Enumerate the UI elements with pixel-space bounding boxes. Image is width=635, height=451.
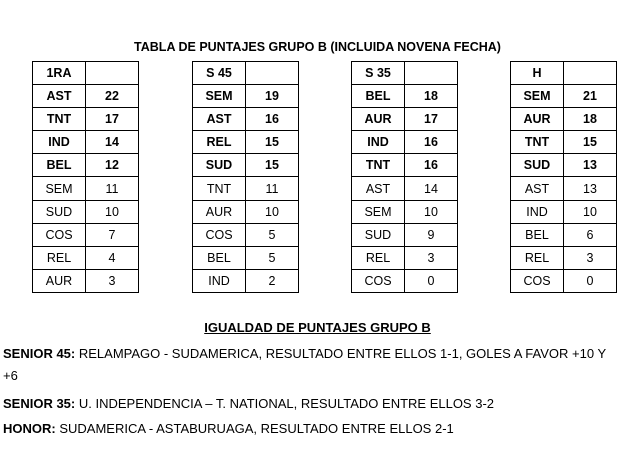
team-cell: SUD (511, 154, 564, 177)
points-cell: 4 (86, 246, 139, 269)
team-cell: COS (33, 223, 86, 246)
team-cell: TNT (352, 154, 405, 177)
team-cell: REL (352, 246, 405, 269)
team-cell: SEM (352, 200, 405, 223)
table-header: S 45 (193, 62, 246, 85)
points-cell: 3 (86, 269, 139, 292)
team-cell: AST (352, 177, 405, 200)
team-cell: IND (352, 131, 405, 154)
tie-note-label: SENIOR 45: (3, 346, 76, 361)
tie-note-text: SUDAMERICA - ASTABURUAGA, RESULTADO ENTRE ELLOS 2-1 (55, 421, 454, 436)
team-cell: SUD (193, 154, 246, 177)
team-cell: TNT (193, 177, 246, 200)
points-cell: 14 (405, 177, 458, 200)
ties-title: IGUALDAD DE PUNTAJES GRUPO B (204, 320, 431, 335)
points-cell: 3 (405, 246, 458, 269)
points-cell: 6 (564, 223, 617, 246)
points-cell: 10 (405, 200, 458, 223)
team-cell: COS (352, 269, 405, 292)
team-cell: SUD (352, 223, 405, 246)
team-cell: AUR (352, 108, 405, 131)
team-cell: IND (193, 269, 246, 292)
points-cell: 12 (86, 154, 139, 177)
points-cell: 10 (86, 200, 139, 223)
points-cell: 16 (405, 154, 458, 177)
points-cell: 16 (246, 108, 299, 131)
points-cell: 15 (564, 131, 617, 154)
team-cell: TNT (511, 131, 564, 154)
team-cell: AUR (193, 200, 246, 223)
tie-note-label: SENIOR 35: (3, 396, 76, 411)
team-cell: SEM (511, 85, 564, 108)
points-cell: 0 (405, 269, 458, 292)
points-cell: 22 (86, 85, 139, 108)
team-cell: SUD (33, 200, 86, 223)
points-cell: 19 (246, 85, 299, 108)
points-cell: 14 (86, 131, 139, 154)
points-cell: 5 (246, 246, 299, 269)
tie-note-text: RELAMPAGO - SUDAMERICA, RESULTADO ENTRE ELLOS 1-1, GOLES A FAVOR +10 Y +6 (3, 346, 606, 383)
team-cell: REL (193, 131, 246, 154)
team-cell: SEM (33, 177, 86, 200)
points-cell: 2 (246, 269, 299, 292)
points-cell: 11 (86, 177, 139, 200)
standings-table-s35 (351, 61, 458, 293)
team-cell: TNT (33, 108, 86, 131)
points-cell: 5 (246, 223, 299, 246)
team-cell: BEL (352, 85, 405, 108)
points-cell: 21 (564, 85, 617, 108)
table-header: H (511, 62, 564, 85)
points-cell: 16 (405, 131, 458, 154)
tie-note-senior35 (3, 393, 623, 415)
points-cell: 13 (564, 177, 617, 200)
team-cell: BEL (511, 223, 564, 246)
table-header: 1RA (33, 62, 86, 85)
tie-note-senior45 (3, 343, 623, 387)
standings-table-1ra (32, 61, 139, 293)
points-cell: 7 (86, 223, 139, 246)
points-cell: 11 (246, 177, 299, 200)
table-header: S 35 (352, 62, 405, 85)
team-cell: AST (193, 108, 246, 131)
points-cell: 15 (246, 131, 299, 154)
team-cell: AUR (511, 108, 564, 131)
team-cell: IND (511, 200, 564, 223)
team-cell: AST (511, 177, 564, 200)
points-cell: 18 (564, 108, 617, 131)
points-cell: 15 (246, 154, 299, 177)
team-cell: IND (33, 131, 86, 154)
page-title: TABLA DE PUNTAJES GRUPO B (INCLUIDA NOVENA FECHA) (134, 40, 501, 54)
team-cell: COS (193, 223, 246, 246)
points-cell: 10 (564, 200, 617, 223)
team-cell: SEM (193, 85, 246, 108)
points-cell: 9 (405, 223, 458, 246)
points-cell: 3 (564, 246, 617, 269)
team-cell: AST (33, 85, 86, 108)
points-cell: 17 (86, 108, 139, 131)
points-cell: 18 (405, 85, 458, 108)
team-cell: REL (511, 246, 564, 269)
points-cell: 13 (564, 154, 617, 177)
team-cell: COS (511, 269, 564, 292)
team-cell: BEL (193, 246, 246, 269)
team-cell: REL (33, 246, 86, 269)
points-cell: 10 (246, 200, 299, 223)
points-cell: 0 (564, 269, 617, 292)
standings-table-s45 (192, 61, 299, 293)
standings-table-h (510, 61, 617, 293)
team-cell: AUR (33, 269, 86, 292)
tie-note-honor (3, 418, 623, 440)
points-cell: 17 (405, 108, 458, 131)
tie-note-label: HONOR: (3, 421, 56, 436)
tie-note-text: U. INDEPENDENCIA – T. NATIONAL, RESULTADO ENTRE ELLOS 3-2 (75, 396, 495, 411)
team-cell: BEL (33, 154, 86, 177)
